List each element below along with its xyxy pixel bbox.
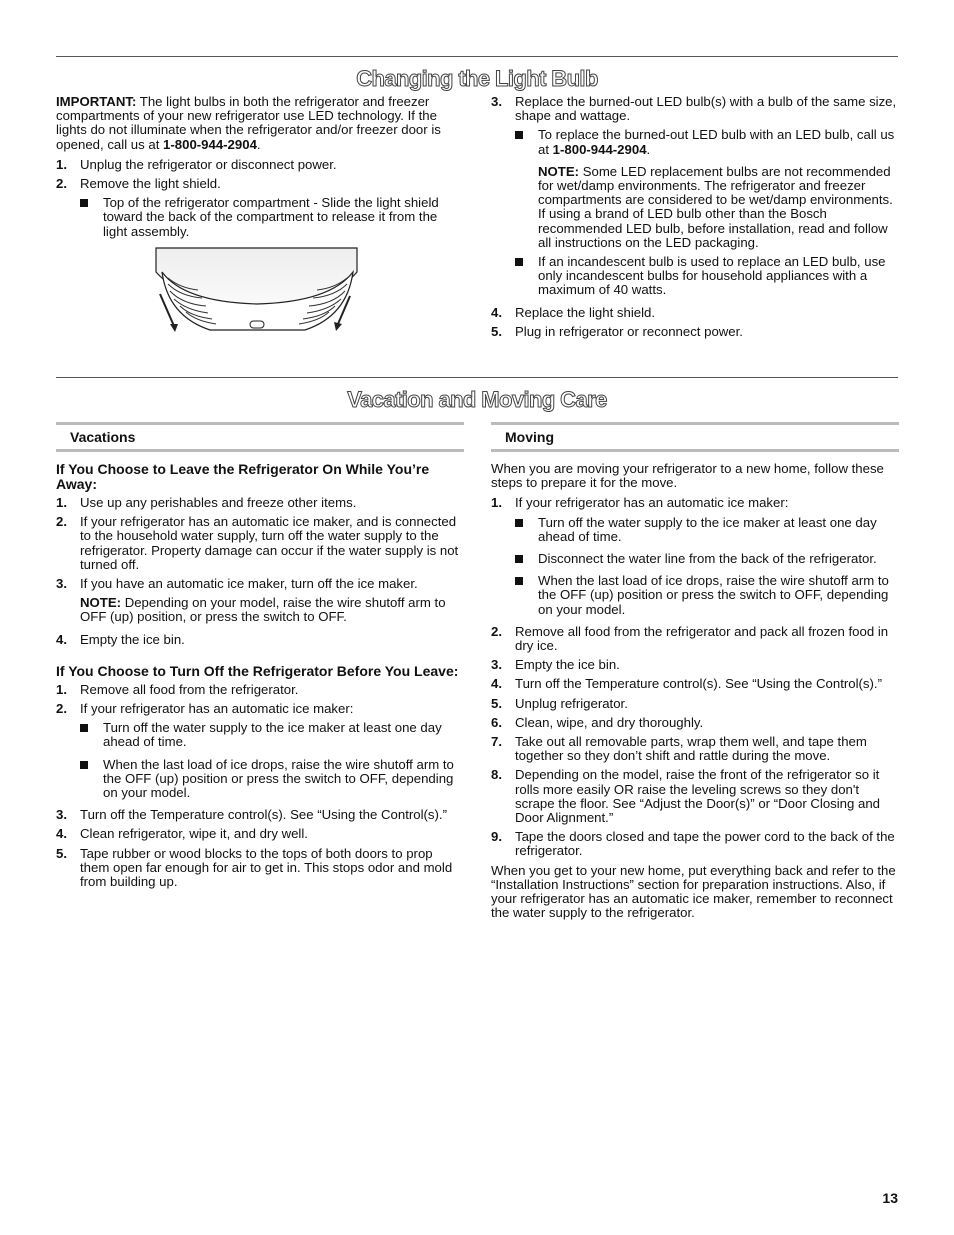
step-number: 1. [56, 156, 67, 172]
list-item [491, 697, 899, 711]
bullet-text: To replace the burned-out LED bulb with an LED bulb, call us at [538, 127, 895, 157]
note-text: Some LED replacement bulbs are not recommended for wet/damp environments. The refrigerator and freezer compartments are considered to be wet/damp environments. If using a brand of LED bulb other than the Bosch recommended LED bulb, before installation, read and follow all instructions on the LED packaging. [538, 163, 893, 250]
step-text: Use up any perishables and freeze other items. [80, 495, 357, 510]
bullet-text: When the last load of ice drops, raise the wire shutoff arm to the OFF (up) position or press the switch to OFF, depending on your model. [103, 756, 454, 801]
step-number: 3. [56, 576, 67, 592]
bullet-item [56, 758, 464, 801]
list-item [56, 808, 464, 822]
bullet-text: Turn off the water supply to the ice maker at least one day ahead of time. [538, 514, 877, 544]
step-text: Empty the ice bin. [80, 631, 185, 647]
step-text: Remove the light shield. [80, 176, 221, 192]
step-number: 2. [491, 623, 502, 639]
step-number: 8. [491, 767, 502, 783]
step-text: Turn off the Temperature control(s). See “Using the Control(s).” [515, 676, 882, 692]
step-number: 9. [491, 829, 502, 845]
bullet-square-icon [515, 577, 523, 585]
bullet-square-icon [80, 724, 88, 732]
list-item [56, 847, 464, 890]
bullet-item [491, 552, 899, 566]
step-text: Depending on the model, raise the front of the refrigerator so it rolls more easily OR raise the leveling screws so they don't scrape the floor. See “Adjust the Door(s)” or “Door Closing and Door Alignment.” [515, 767, 881, 826]
list-item [56, 177, 464, 191]
phone-number: 1-800-944-2904 [552, 141, 647, 157]
bullet-item [56, 196, 464, 239]
step-text: Plug in refrigerator or reconnect power. [515, 323, 743, 339]
step-number: 7. [491, 734, 502, 750]
list-item [491, 735, 899, 763]
bullet-text: Disconnect the water line from the back of the refrigerator. [538, 551, 877, 567]
important-label: IMPORTANT: [56, 94, 137, 109]
moving-outro: When you get to your new home, put everything back and refer to the “Installation Instructions” section for preparation instructions. Also, if your refrigerator has an automatic ice maker, remember to reconnect the water supply to the refrigerator. [491, 862, 896, 921]
step-number: 6. [491, 714, 502, 730]
bullet-text: Top of the refrigerator compartment - Slide the light shield toward the back of the compartment to release it from the light assembly. [103, 195, 439, 239]
subhead-moving [491, 422, 899, 452]
section-title-light-bulb: Changing the Light Bulb [356, 66, 598, 91]
bullet-square-icon [80, 761, 88, 769]
step-number: 2. [56, 176, 67, 192]
list-item [56, 515, 464, 572]
section-title-vacation: Vacation and Moving Care [347, 387, 607, 412]
step-number: 3. [491, 94, 502, 109]
step-text: Empty the ice bin. [515, 657, 620, 673]
light-shield-illustration [150, 244, 365, 336]
important-text: The light bulbs in both the refrigerator and freezer compartments of your new refrigerator use LED technology. If the lights do not illuminate when the refrigerator and/or freezer door is opened, call us at [56, 94, 441, 152]
step-text: Replace the light shield. [515, 304, 656, 320]
bullet-square-icon [515, 519, 523, 527]
step-number: 1. [56, 681, 67, 697]
step-number: 4. [491, 676, 502, 692]
list-item [56, 827, 464, 841]
note-text: Depending on your model, raise the wire shutoff arm to OFF (up) position, or press the switch to OFF. [80, 595, 446, 625]
important-paragraph [56, 95, 464, 152]
step-number: 5. [491, 323, 502, 339]
step-text: Unplug refrigerator. [515, 695, 628, 711]
light-bulb-left-column [56, 95, 464, 239]
top-rule [56, 56, 898, 57]
list-item [491, 496, 899, 510]
bullet-item [491, 516, 899, 544]
step-text: If your refrigerator has an automatic ice maker, and is connected to the household water supply, turn off the water supply to the refrigerator. Property damage can occur if the water supply is not turned off. [80, 514, 459, 572]
turn-off-heading: If You Choose to Turn Off the Refrigerator Before You Leave: [56, 662, 459, 679]
period: . [256, 136, 261, 152]
step-number: 1. [491, 495, 502, 511]
bullet-item [491, 255, 899, 298]
step-number: 1. [56, 495, 67, 510]
step-number: 2. [56, 514, 67, 530]
note-paragraph [491, 165, 899, 250]
step-text: If your refrigerator has an automatic ice maker: [515, 495, 789, 511]
phone-number: 1-800-944-2904 [163, 136, 257, 152]
vacations-column [56, 462, 464, 889]
step-text: Unplug the refrigerator or disconnect power. [80, 156, 337, 172]
bullet-square-icon [515, 555, 523, 563]
list-item [491, 325, 899, 339]
step-text: Clean refrigerator, wipe it, and dry well. [80, 826, 308, 842]
step-text: Take out all removable parts, wrap them well, and tape them together so they don’t shift and rattle during the move. [515, 734, 867, 764]
list-item [491, 625, 899, 653]
list-item [56, 683, 464, 697]
note-label: NOTE: [80, 595, 122, 611]
list-item [491, 768, 899, 825]
bullet-text: Turn off the water supply to the ice maker at least one day ahead of time. [103, 720, 442, 750]
step-number: 2. [56, 701, 67, 717]
step-number: 4. [56, 826, 67, 842]
bullet-square-icon [80, 199, 88, 207]
subhead-moving-label: Moving [505, 429, 554, 445]
light-bulb-right-column [491, 95, 899, 339]
list-item [56, 496, 464, 510]
page-number: 13 [882, 1190, 898, 1206]
step-number: 5. [491, 695, 502, 711]
step-number: 3. [56, 807, 67, 823]
list-item [491, 830, 899, 858]
bullet-item [491, 128, 899, 156]
list-item [56, 633, 464, 647]
step-text: Clean, wipe, and dry thoroughly. [515, 714, 704, 730]
leave-on-heading: If You Choose to Leave the Refrigerator On While You’re Away: [56, 461, 430, 492]
step-text: Remove all food from the refrigerator and pack all frozen food in dry ice. [515, 623, 889, 654]
list-item [491, 658, 899, 672]
middle-rule [56, 377, 898, 378]
list-item [491, 716, 899, 730]
bullet-square-icon [515, 131, 523, 139]
moving-column [491, 462, 899, 920]
step-text: Tape the doors closed and tape the power cord to the back of the refrigerator. [515, 829, 895, 859]
bullet-square-icon [515, 258, 523, 266]
subhead-vacations-label: Vacations [70, 429, 136, 445]
bullet-item [56, 721, 464, 749]
step-text: Tape rubber or wood blocks to the tops of both doors to prop them open far enough for air to get in. This stops odor and mold from building up. [80, 845, 453, 890]
step-text: If your refrigerator has an automatic ice maker: [80, 701, 354, 717]
step-number: 4. [56, 631, 67, 647]
step-number: 4. [491, 304, 502, 320]
subhead-vacations [56, 422, 464, 452]
step-text: Replace the burned-out LED bulb(s) with a bulb of the same size, shape and wattage. [515, 94, 897, 124]
list-item [491, 306, 899, 320]
list-item [491, 95, 899, 123]
list-item [56, 702, 464, 716]
bullet-text: If an incandescent bulb is used to replace an LED bulb, use only incandescent bulbs for household appliances with a maximum of 40 watts. [538, 254, 886, 298]
step-text: Remove all food from the refrigerator. [80, 681, 299, 697]
period: . [646, 141, 651, 157]
list-item [56, 577, 464, 591]
note-label: NOTE: [538, 163, 580, 179]
step-text: If you have an automatic ice maker, turn off the ice maker. [80, 576, 418, 592]
list-item [491, 677, 899, 691]
step-text: Turn off the Temperature control(s). See “Using the Control(s).” [80, 807, 447, 823]
list-item [56, 158, 464, 172]
bullet-text: When the last load of ice drops, raise the wire shutoff arm to the OFF (up) position or press the switch to OFF, depending on your model. [538, 573, 889, 617]
moving-intro: When you are moving your refrigerator to a new home, follow these steps to prepare it for the move. [491, 461, 884, 491]
bullet-item [491, 574, 899, 617]
leave-on-note [56, 596, 464, 624]
step-number: 3. [491, 657, 502, 673]
step-number: 5. [56, 845, 67, 861]
